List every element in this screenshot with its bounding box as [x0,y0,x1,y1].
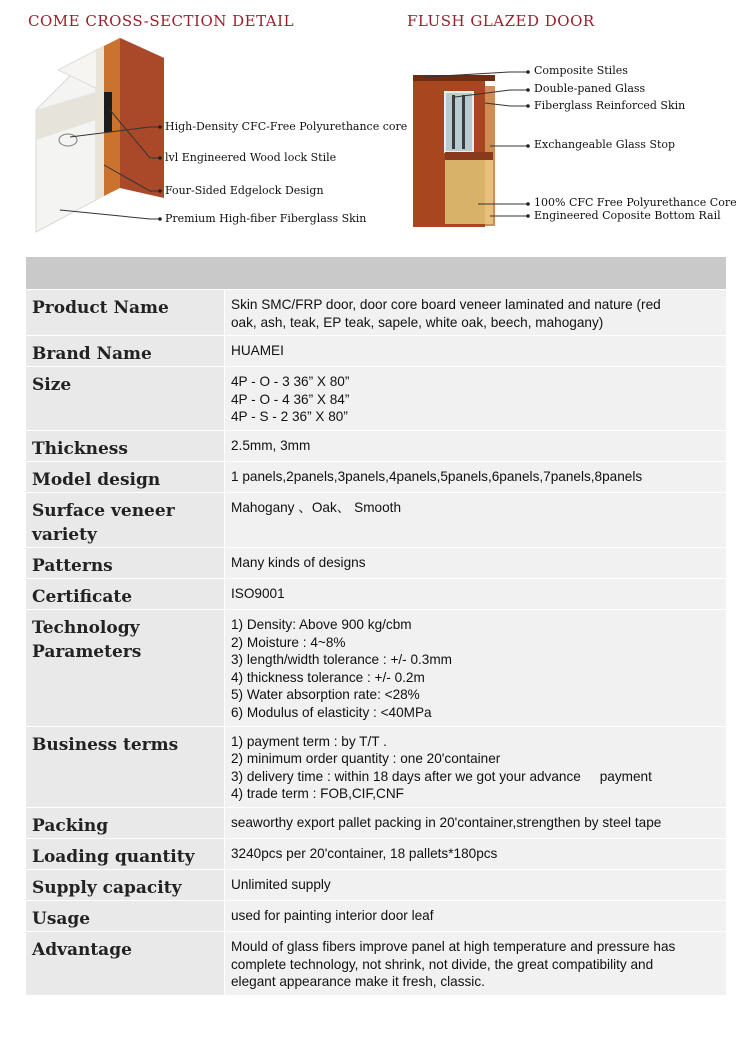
spec-value [225,869,727,900]
table-row [26,461,727,492]
spec-line: used for painting interior door leaf [231,907,434,923]
spec-label: Supply capacity [26,869,225,900]
spec-label: Thickness [26,430,225,461]
spec-line: seaworthy export pallet packing in 20'container,strengthen by steel tape [231,814,662,830]
spec-value [225,430,727,461]
spec-line: oak, ash, teak, EP teak, sapele, white oak, beech, mahogany) [231,314,604,330]
spec-line: ISO9001 [231,585,285,601]
spec-value [225,900,727,931]
spec-line: 1) Density: Above 900 kg/cbm [231,616,412,632]
spec-label: Technology Parameters [26,609,225,726]
table-row [26,609,727,726]
spec-value [225,838,727,869]
spec-label: Size [26,367,225,431]
callout-cfc-core: 100% CFC Free Polyurethance Core [534,196,737,209]
spec-label: Brand Name [26,336,225,367]
spec-line: 3) delivery time : within 18 days after we got your advance payment [231,768,652,784]
table-row [26,367,727,431]
table-row [26,547,727,578]
spec-line: Mahogany 、Oak、 Smooth [231,499,402,515]
spec-table-header [26,257,727,290]
callout-bottom-rail: Engineered Coposite Bottom Rail [534,209,721,222]
spec-line: 4) thickness tolerance : +/- 0.2m [231,669,425,685]
spec-value [225,461,727,492]
spec-line: elegant appearance make it fresh, classic. [231,974,485,990]
spec-label: Product Name [26,290,225,336]
spec-line: 3240pcs per 20'container, 18 pallets*180pcs [231,845,498,861]
spec-label: Model design [26,461,225,492]
callout-fiberglass-skin: Premium High-fiber Fiberglass Skin [165,212,367,225]
spec-label: Patterns [26,547,225,578]
spec-label: Business terms [26,726,225,807]
spec-value [225,290,727,336]
spec-value [225,492,727,547]
cross-section-image [36,38,164,232]
spec-label: Surface veneer variety [26,492,225,547]
spec-line: 2) minimum order quantity : one 20'container [231,751,501,767]
spec-line: 4) trade term : FOB,CIF,CNF [231,786,404,802]
spec-line: 5) Water absorption rate: <28% [231,687,420,703]
callout-composite-stiles: Composite Stiles [534,64,628,77]
spec-table-header-bar [26,257,727,290]
spec-value [225,547,727,578]
callout-reinforced-skin: Fiberglass Reinforced Skin [534,99,686,112]
spec-line: Skin SMC/FRP door, door core board veneer laminated and nature (red [231,297,661,312]
spec-label: Packing [26,807,225,838]
spec-value [225,578,727,609]
table-row [26,900,727,931]
spec-value [225,336,727,367]
spec-line: 3) length/width tolerance : +/- 0.3mm [231,652,453,668]
table-row [26,578,727,609]
callout-polyurethane-core: High-Density CFC-Free Polyurethance core [165,120,408,133]
spec-line: 2.5mm, 3mm [231,437,311,453]
spec-value [225,609,727,726]
spec-line: 4P - O - 3 36” X 80” [231,374,350,390]
callout-edgelock: Four-Sided Edgelock Design [165,184,324,197]
spec-line: 4P - S - 2 36” X 80” [231,409,348,425]
spec-label: Advantage [26,931,225,995]
spec-value [225,931,727,995]
spec-line: 4P - O - 4 36” X 84” [231,391,350,407]
table-row [26,807,727,838]
spec-table [25,256,727,996]
table-row [26,869,727,900]
table-row [26,931,727,995]
spec-value [225,726,727,807]
right-diagram-title: FLUSH GLAZED DOOR [407,12,595,30]
spec-line: Mould of glass fibers improve panel at high temperature and pressure has [231,938,676,954]
spec-value [225,367,727,431]
left-diagram-title: COME CROSS-SECTION DETAIL [28,12,295,30]
table-row [26,290,727,336]
diagram-section [0,0,750,245]
spec-line: Unlimited supply [231,876,331,892]
callout-glass-stop: Exchangeable Glass Stop [534,138,676,151]
spec-value [225,807,727,838]
callout-lock-stile: lvl Engineered Wood lock Stile [165,151,337,164]
spec-line: complete technology, not shrink, not divide, the great compatibility and [231,956,654,972]
spec-line: Many kinds of designs [231,554,366,570]
table-row [26,336,727,367]
spec-line: 1) payment term : by T/T . [231,733,387,749]
spec-label: Certificate [26,578,225,609]
table-row [26,492,727,547]
spec-line: 2) Moisture : 4~8% [231,634,346,650]
spec-line: 6) Modulus of elasticity : <40MPa [231,704,432,720]
callout-double-paned-glass: Double-paned Glass [534,82,646,95]
spec-line: 1 panels,2panels,3panels,4panels,5panels,6panels,7panels,8panels [231,468,643,484]
table-row [26,838,727,869]
table-row [26,430,727,461]
table-row [26,726,727,807]
spec-label: Loading quantity [26,838,225,869]
spec-label: Usage [26,900,225,931]
spec-line: HUAMEI [231,343,284,359]
